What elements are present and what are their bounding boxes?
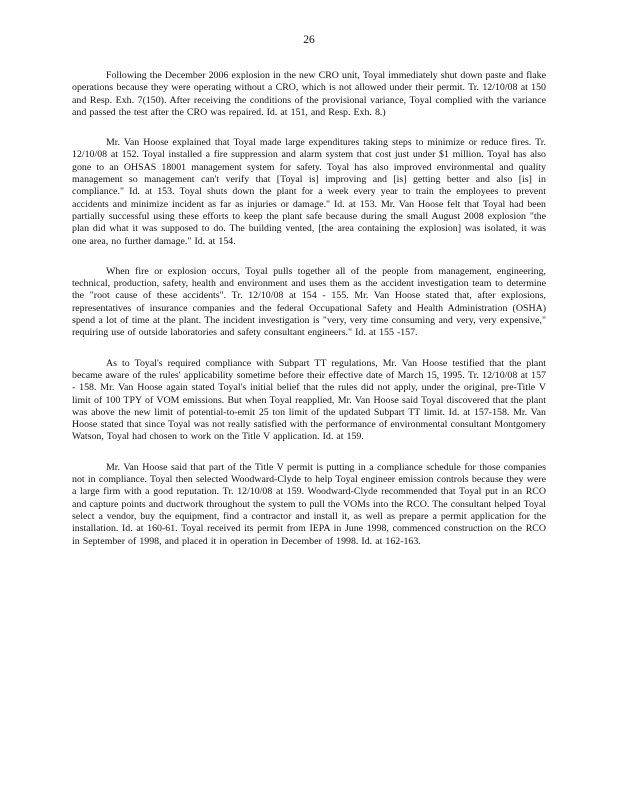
paragraph-cro-shutdown: Following the December 2006 explosion in the new CRO unit, Toyal immediately shut down paste and flake operations because they were operating without a CRO, which is not allowed under their permit. Tr. 12/10/08 at 150 and Resp. Exh. 7(150). After receiving the conditions of the provisional variance, Toyal complied with the variance and passed the test after the CRO was repaired. Id. at 151, and Resp. Exh. 8.) bbox=[72, 70, 546, 118]
paragraph-accident-investigation: When fire or explosion occurs, Toyal pulls together all of the people from management, engineering, technical, production, safety, health and environment and uses them as the accident investigation team to determine the "root cause of these accidents". Tr. 12/10/08 at 154 - 155. Mr. Van Hoose stated that, after explosions, representatives of insurance companies and the federal Occupational Safety and Health Administration (OSHA) spend a lot of time at the plant. The incident investigation is "very, very time consuming and very, very expensive," requiring use of outside laboratories and safety consultant engineers." Id. at 155 -157. bbox=[72, 265, 546, 339]
page-number: 26 bbox=[303, 34, 315, 46]
paragraph-title-v-permit: Mr. Van Hoose said that part of the Title V permit is putting in a compliance schedule for those companies not in compliance. Toyal then selected Woodward-Clyde to help Toyal engineer emission controls because they were a large firm with a good reputation. Tr. 12/10/08 at 159. Woodward-Clyde recommended that Toyal put in an RCO and capture points and ductwork throughout the system to pull the VOMs into the RCO. The consultant helped Toyal select a vendor, buy the equipment, find a contractor and install it, as well as prepare a permit application for the installation. Id. at 160-61. Toyal received its permit from IEPA in June 1998, commenced construction on the RCO in September of 1998, and placed it in operation in December of 1998. Id. at 162-163. bbox=[72, 461, 546, 547]
document-body bbox=[72, 70, 546, 566]
paragraph-subpart-tt-compliance: As to Toyal's required compliance with Subpart TT regulations, Mr. Van Hoose testified that the plant became aware of the rules' applicability sometime before their effective date of March 15, 1995. Tr. 12/10/08 at 157 - 158. Mr. Van Hoose again stated Toyal's initial belief that the rules did not apply, under the original, pre-Title V limit of 100 TPY of VOM emissions. But when Toyal reapplied, Mr. Van Hoose said Toyal discovered that the plant was above the new limit of potential-to-emit 25 ton limit of the updated Subpart TT limit. Id. at 157-158. Mr. Van Hoose stated that since Toyal was not really satisfied with the performance of environmental consultant Montgomery Watson, Toyal had chosen to work on the Title V application. Id. at 159. bbox=[72, 357, 546, 443]
paragraph-fire-expenditures: Mr. Van Hoose explained that Toyal made large expenditures taking steps to minimize or reduce fires. Tr. 12/10/08 at 152. Toyal installed a fire suppression and alarm system that cost just under $1 million. Toyal has also gone to an OHSAS 18001 management system for safety. Toyal has also improved environmental and quality management so management can't verify that [Toyal is] improving and [is] getting better and also [is] in compliance." Id. at 153. Toyal shuts down the plant for a week every year to train the employees to prevent accidents and minimize incident as far as injuries or damage." Id. at 153. Mr. Van Hoose felt that Toyal had been partially successful using these efforts to keep the plant safe because during the small August 2008 explosion "the plan did what it was supposed to do. The building vented, [the area containing the explosion] was isolated, it was one area, no further damage." Id. at 154. bbox=[72, 137, 546, 247]
